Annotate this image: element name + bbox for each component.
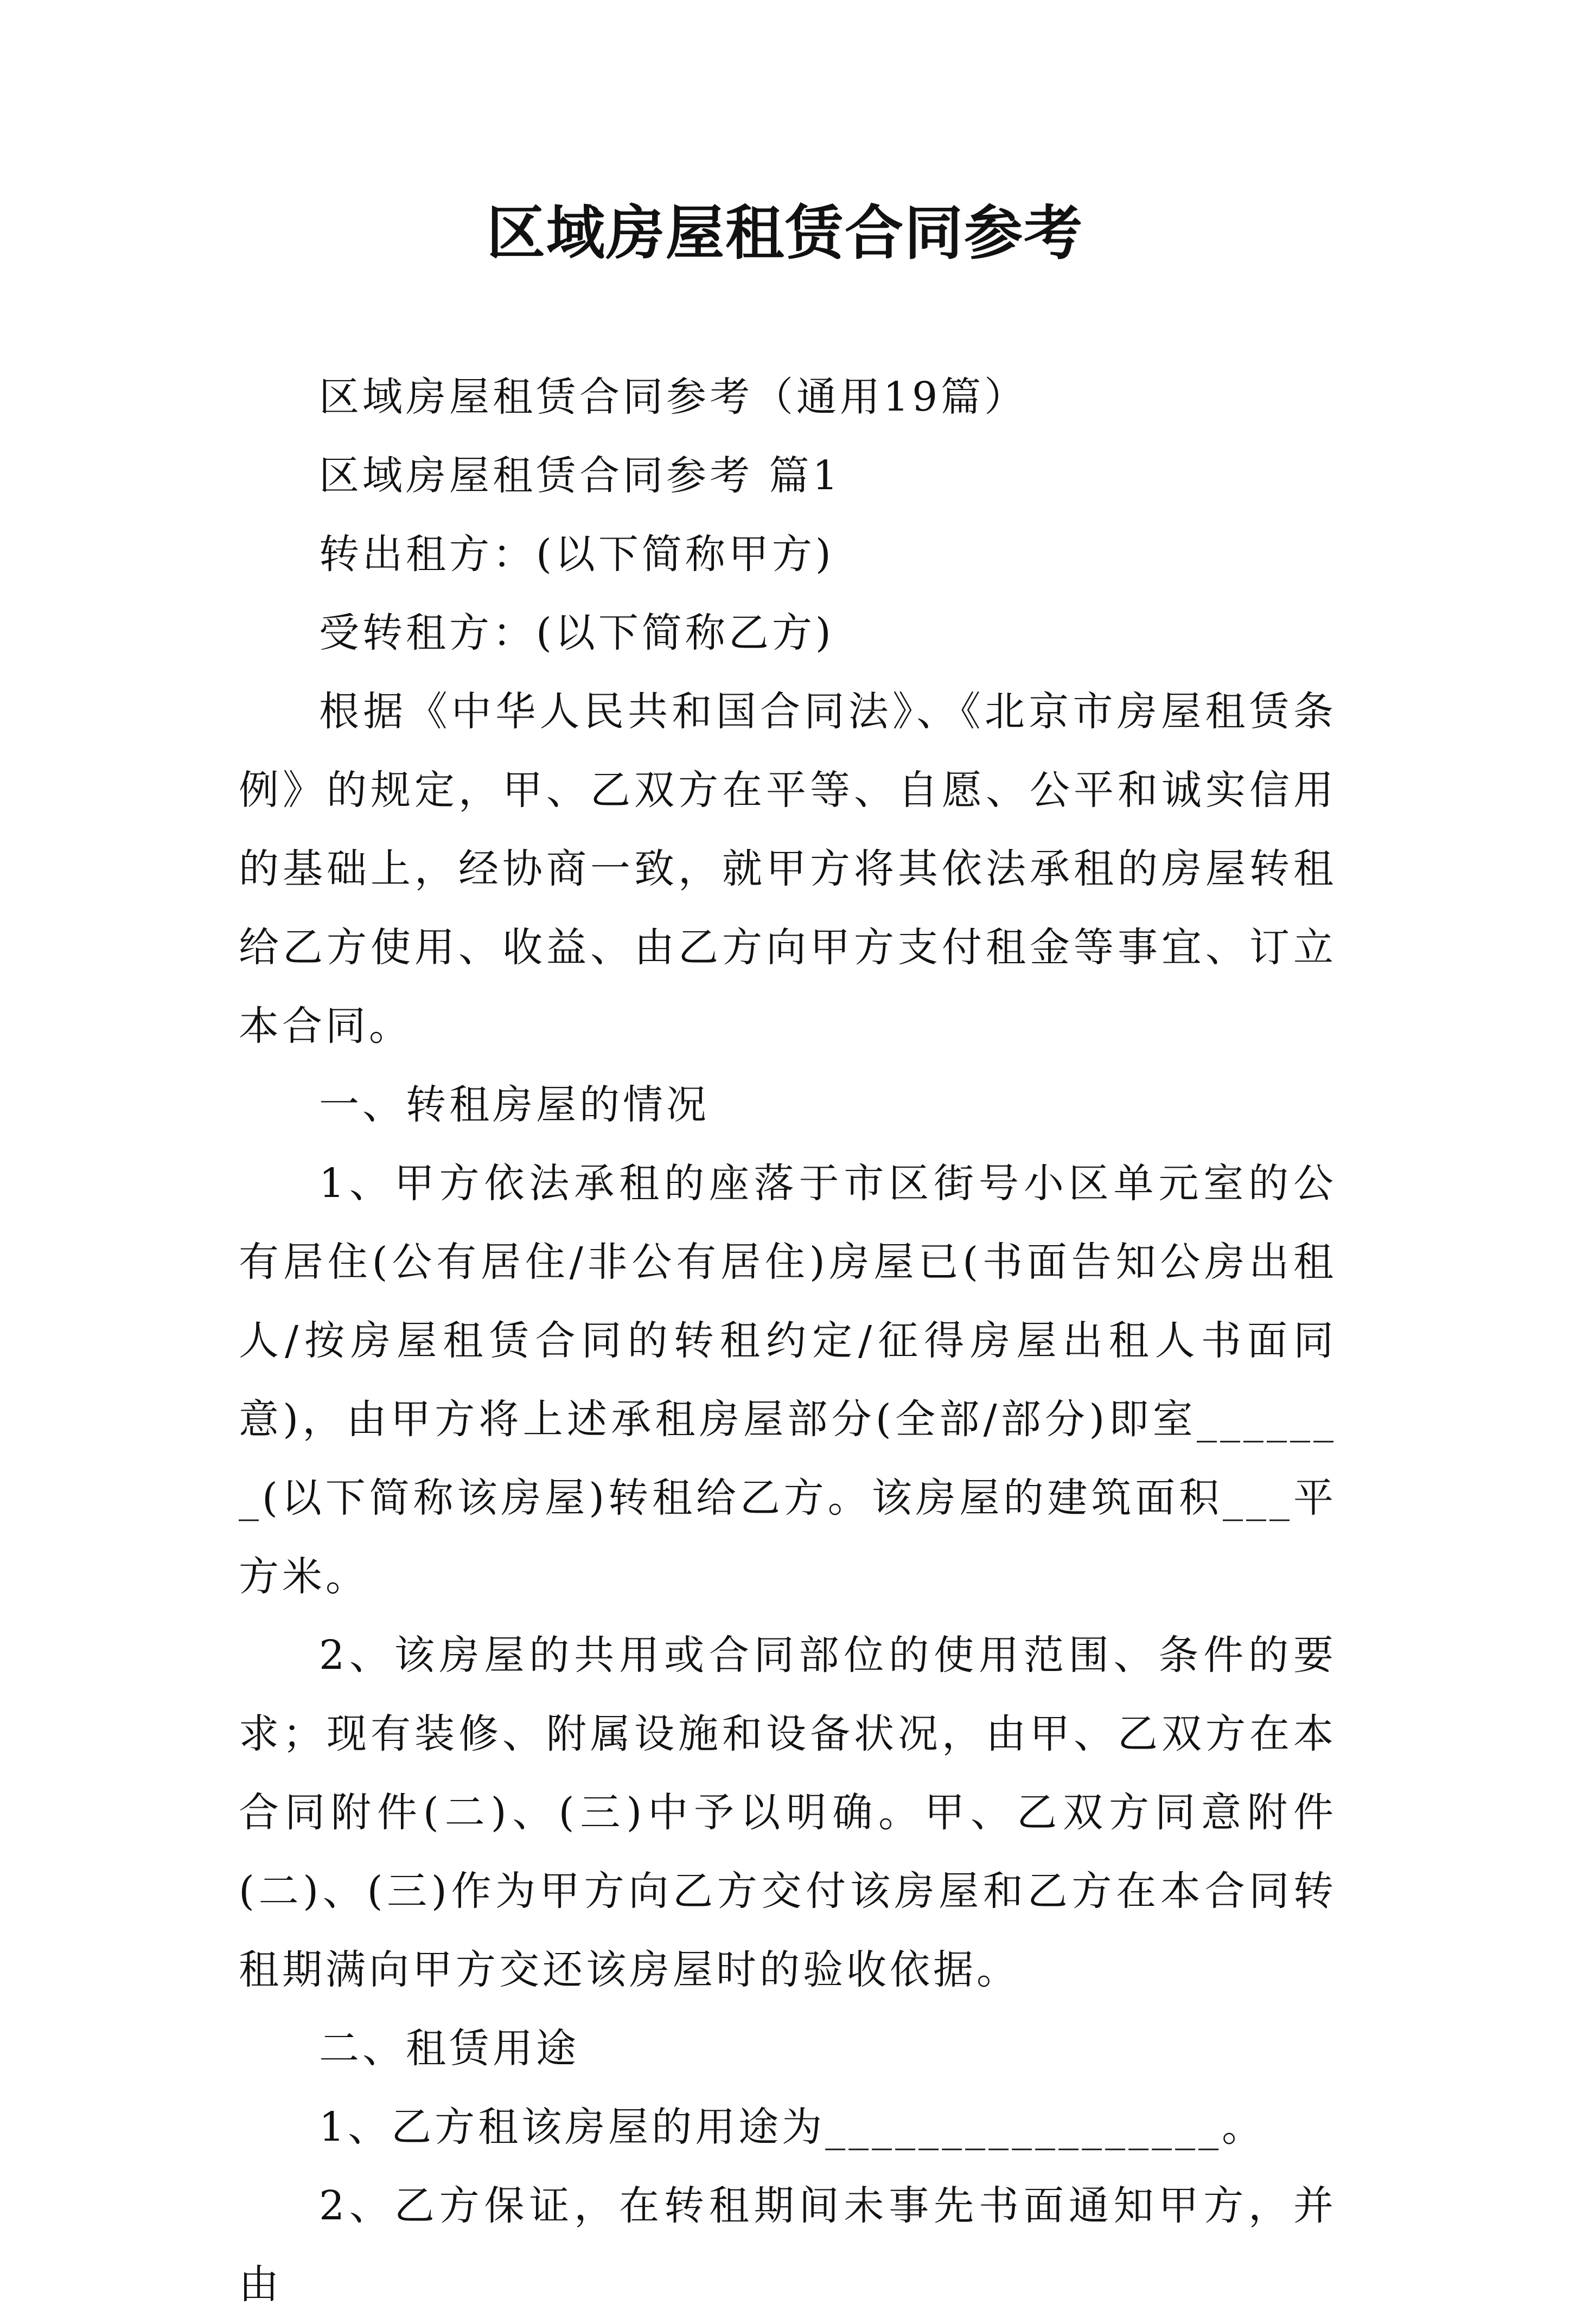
- section-heading-2: 二、租赁用途: [319, 2025, 579, 2072]
- preamble-paragraph: 根据《中华人民共和国合同法》、《北京市房屋租赁条例》的规定，甲、乙双方在平等、自愿、公平和诚实信用的基础上，经协商一致，就甲方将其依法承租的房屋转租给乙方使用、收益、由乙方向甲方支付租金等事宜、订立本合同。: [239, 688, 1337, 1049]
- clause-2-1: 1、乙方租该房屋的用途为_________________。: [319, 2104, 1266, 2150]
- section-heading-part-1: 区域房屋租赁合同参考 篇1: [319, 452, 841, 499]
- section-heading-1: 一、转租房屋的情况: [319, 1081, 710, 1128]
- subtitle-paragraph: 区域房屋租赁合同参考（通用19篇）: [319, 374, 1028, 420]
- clause-1-1: 1、甲方依法承租的座落于市区街号小区单元室的公有居住(公有居住/非公有居住)房屋已(书面告知公房出租人/按房屋租赁合同的转租约定/征得房屋出租人书面同意)，由甲方将上述承租房屋部分(全部/部分)即室_______(以下简称该房屋)转租给乙方。该房屋的建筑面积___平方米。: [239, 1160, 1337, 1600]
- document-body: [239, 358, 1337, 2324]
- clause-1-2: 2、该房屋的共用或合同部位的使用范围、条件的要求；现有装修、附属设施和设备状况，由甲、乙双方在本合同附件(二)、(三)中予以明确。甲、乙双方同意附件(二)、(三)作为甲方向乙方交付该房屋和乙方在本合同转租期满向甲方交还该房屋时的验收依据。: [239, 1632, 1337, 1993]
- party-b-line: 受转租方：(以下简称乙方): [319, 610, 834, 656]
- document-title: 区域房屋租赁合同参考: [486, 199, 1083, 267]
- clause-2-2: 2、乙方保证，在转租期间未事先书面通知甲方，并由: [239, 2182, 1337, 2308]
- party-a-line: 转出租方：(以下简称甲方): [319, 531, 834, 578]
